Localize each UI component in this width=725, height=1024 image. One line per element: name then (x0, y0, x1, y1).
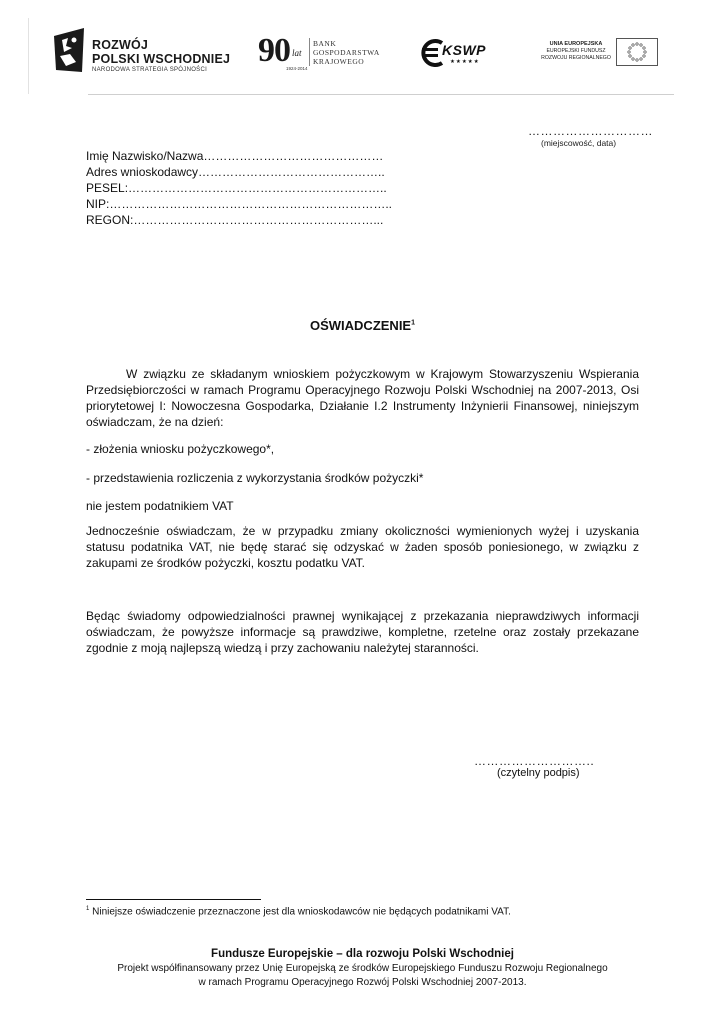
signature-placeholder: ……………………….. (474, 754, 595, 768)
eu-logo-line1: UNIA EUROPEJSKA (549, 41, 603, 47)
rpw-logo-line1: ROZWÓJ (92, 38, 149, 52)
field-name: Imię Nazwisko/Nazwa……………………………………… (86, 149, 384, 163)
eu-logo (540, 38, 660, 68)
date-placeholder: ………………………… (528, 124, 653, 138)
header-rule (88, 94, 674, 95)
field-pesel: PESEL:……………………………………………………….. (86, 181, 387, 195)
applicant-fields (86, 148, 392, 228)
footnote-rule (86, 899, 261, 900)
eu-logo-text (540, 41, 612, 62)
eu-logo-line3: ROZWOJU REGIONALNEGO (541, 55, 611, 61)
bgk-logo-line3: KRAJOWEGO (313, 57, 365, 66)
field-regon: REGON:……………………………………………………... (86, 213, 384, 227)
kswp-logo (420, 36, 502, 70)
rpw-logo (52, 26, 232, 78)
bgk-logo-number: 90 (258, 32, 290, 69)
bgk-logo-lat: lat (292, 48, 302, 58)
title-footnote-mark: 1 (411, 319, 416, 327)
paragraph-vat-change: Jednocześnie oświadczam, że w przypadku zmiany okoliczności wymienionych wyżej i uzyskania statusu podatnika VAT, nie będę starać się odzyskać w żaden sposób poniesionego, w związku z zakupami ze środków pożyczki, kosztu podatku VAT. (86, 524, 639, 570)
signature-caption: (czytelny podpis) (497, 767, 580, 779)
paragraph-responsibility: Będąc świadomy odpowiedzialności prawnej wynikającej z przekazania nieprawdziwych informacji oświadczam, że powyższe informacje są prawdziwe, kompletne, rzetelne oraz zostały przekazane zgodnie z moją najlepszą wiedzą i przy zachowaniu należytej staranności. (86, 609, 639, 655)
header-left-rule (28, 18, 29, 94)
bgk-logo-separator (309, 38, 310, 66)
page-title-text: OŚWIADCZENIE (309, 318, 412, 333)
footer-line2: Projekt współfinansowany przez Unię Europejską ze środków Europejskiego Funduszu Rozwoju Regionalnego (117, 963, 608, 974)
bgk-logo-text (313, 39, 380, 66)
bgk-logo (258, 34, 378, 74)
footer-line3: w ramach Programu Operacyjnego Rozwój Polski Wschodniej 2007-2013. (198, 977, 527, 988)
rpw-logo-line2: POLSKI WSCHODNIEJ (92, 52, 231, 66)
paragraph-option-application: - złożenia wniosku pożyczkowego*, (86, 442, 275, 456)
bgk-logo-line2: GOSPODARSTWA (313, 48, 380, 57)
footnote-mark: 1 (86, 906, 90, 912)
rpw-logo-line3: NARODOWA STRATEGIA SPÓJNOŚCI (92, 67, 208, 73)
footnote-text: Niniejsze oświadczenie przeznaczone jest dla wnioskodawców nie będących podatnikami VAT. (89, 906, 511, 918)
paragraph-intro: W związku ze składanym wnioskiem pożyczkowym w Krajowym Stowarzyszeniu Wspierania Przedsiębiorczości w ramach Programu Operacyjnego Rozwoju Polski Wschodniej na 2007-2013, Osi priorytetowej I: Nowoczesna Gospodarka, Działanie I.2 Instrumenty Inżynierii Finansowej, niniejszym oświadczam, że na dzień: (86, 367, 639, 429)
footer-title: Fundusze Europejskie – dla rozwoju Polski Wschodniej (211, 948, 514, 960)
field-address: Adres wnioskodawcy……………………………………….. (86, 165, 385, 179)
page-title (0, 318, 725, 333)
kswp-logo-stars: ★★★★★ (450, 59, 480, 65)
eu-flag-icon (616, 38, 658, 66)
eu-logo-line2: EUROPEJSKI FUNDUSZ (546, 48, 606, 54)
date-caption: (miejscowość, data) (541, 138, 617, 148)
rpw-emblem-icon (52, 26, 88, 76)
bgk-logo-years: 1924-2014 (286, 66, 308, 71)
footnote (86, 906, 511, 917)
paragraph-vat-status: nie jestem podatnikiem VAT (86, 499, 234, 513)
paragraph-option-settlement: - przedstawienia rozliczenia z wykorzystania środków pożyczki* (86, 471, 424, 485)
field-nip: NIP:…………………………………………………………….. (86, 197, 393, 211)
bgk-logo-line1: BANK (313, 39, 337, 48)
kswp-logo-name: KSWP (442, 42, 486, 58)
